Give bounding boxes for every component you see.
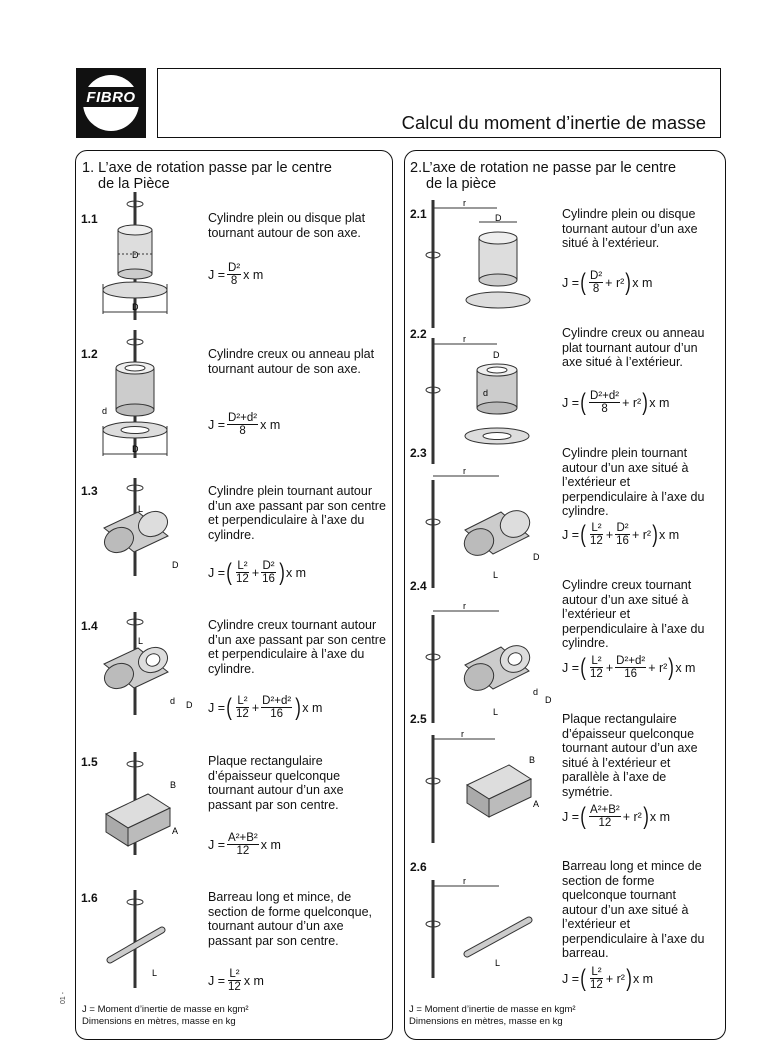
open-paren: (: [580, 653, 586, 681]
open-paren: (: [580, 802, 586, 830]
open-paren: (: [580, 520, 586, 548]
close-paren: ): [626, 964, 632, 992]
item-number: 1.2: [81, 347, 98, 361]
formula-suffix: x m: [632, 275, 653, 290]
formula-fraction: [589, 390, 620, 415]
fraction-numerator: D²: [262, 560, 275, 572]
fraction-denominator: 12: [590, 668, 603, 680]
dim-label-d: d: [170, 696, 176, 706]
open-paren: (: [226, 693, 232, 721]
item-description: Cylindre plein ou disque tournant autour d’un axe situé à l’extérieur.: [562, 207, 698, 250]
formula-fraction: [227, 262, 241, 287]
formula-suffix: x m: [243, 267, 264, 282]
dim-label-D: D: [172, 560, 179, 570]
rectangular-plate-figure: [100, 752, 200, 857]
formula-fraction: [235, 560, 250, 585]
header-box: [157, 68, 721, 138]
footnote-line2: Dimensions en mètres, masse en kg: [409, 1015, 563, 1027]
item-number: 1.5: [81, 755, 98, 769]
formula-suffix: x m: [649, 395, 670, 410]
fraction-denominator: 16: [616, 535, 629, 547]
page-title: Calcul du moment d’inertie de masse: [401, 112, 706, 133]
formula-fraction: [589, 655, 604, 680]
formula-fraction: [235, 695, 250, 720]
formula-fraction: [589, 522, 604, 547]
offset-thin-rod-figure: [425, 876, 545, 980]
item-formula: [562, 522, 679, 547]
solid-cylinder-perpendicular-figure: [98, 478, 188, 578]
formula-prefix: J =: [562, 275, 580, 290]
item-number: 2.3: [410, 446, 427, 460]
fraction-numerator: D²: [590, 270, 603, 282]
formula-operator: + r²: [622, 809, 642, 824]
fraction-numerator: L²: [591, 522, 602, 534]
fraction-denominator: 16: [624, 668, 638, 680]
footnote-line1: J = Moment d’inertie de masse en kgm²: [409, 1004, 576, 1015]
solid-cylinder-disc-figure: [100, 192, 180, 322]
formula-prefix: J =: [208, 973, 226, 988]
fraction-numerator: A²+B²: [590, 804, 620, 816]
fraction-numerator: L²: [237, 695, 248, 707]
item-formula: [562, 966, 653, 991]
dim-label-d: d: [533, 687, 539, 697]
close-paren: ): [668, 653, 675, 681]
fraction-numerator: L²: [229, 968, 240, 980]
formula-suffix: x m: [260, 837, 281, 852]
fraction-numerator: D²+d²: [228, 412, 258, 424]
hollow-cylinder-ring-figure: [100, 330, 180, 460]
formula-prefix: J =: [208, 565, 226, 580]
dim-label-D: D: [132, 302, 139, 312]
item-number: 1.6: [81, 891, 98, 905]
hollow-cylinder-perpendicular-figure: [98, 612, 198, 717]
fraction-denominator: 12: [236, 845, 250, 857]
formula-fraction: [615, 522, 630, 547]
fibro-logo: [76, 68, 146, 138]
formula-prefix: J =: [208, 267, 226, 282]
offset-hollow-cylinder-figure: [425, 334, 535, 466]
formula-operator: + r²: [631, 527, 652, 542]
dim-label-D: D: [495, 213, 502, 223]
dim-label-B: B: [529, 755, 536, 765]
fraction-numerator: D²+d²: [590, 390, 620, 402]
fraction-numerator: L²: [237, 560, 248, 572]
item-description: Cylindre creux ou anneau plat tournant autour de son axe.: [208, 347, 375, 376]
fraction-numerator: D²+d²: [262, 695, 292, 707]
dim-label-A: A: [172, 826, 179, 836]
dim-label-r: r: [463, 466, 466, 476]
item-description: Cylindre plein tournant autour d’un axe passant par son centre et perpendiculaire à l’axe du cylindre.: [208, 484, 386, 542]
formula-suffix: x m: [632, 971, 654, 986]
dim-label-r: r: [463, 198, 466, 208]
item-number: 1.1: [81, 212, 98, 226]
offset-solid-cylinder-figure: [425, 200, 535, 330]
formula-fraction: [261, 695, 292, 720]
thin-rod-figure: [100, 890, 190, 990]
fraction-denominator: 12: [228, 981, 241, 993]
formula-operator: + r²: [622, 395, 642, 410]
item-description: Barreau long et mince de section de forme quelconque tournant autour d’un axe situé à l’extérieur et perpendiculaire à l’axe du barreau.: [562, 859, 705, 960]
fraction-numerator: D²: [616, 522, 629, 534]
formula-fraction: [589, 804, 621, 829]
item-description: Plaque rectangulaire d’épaisseur quelconque tournant autour d’un axe situé à l’extérieur et parallèle à l’axe de symétrie.: [562, 712, 698, 799]
open-paren: (: [580, 268, 586, 296]
fraction-numerator: A²+B²: [228, 832, 258, 844]
dim-label-L: L: [138, 504, 144, 514]
formula-fraction: [615, 655, 646, 680]
dim-label-D: D: [533, 552, 540, 562]
item-formula: [208, 695, 322, 720]
close-paren: ): [279, 558, 285, 586]
item-number: 1.4: [81, 619, 98, 633]
item-description: Cylindre creux ou anneau plat tournant autour d’un axe situé à l’extérieur.: [562, 326, 705, 369]
right-heading-line2: de la pièce: [426, 176, 497, 192]
fraction-denominator: 12: [590, 535, 603, 547]
formula-suffix: x m: [243, 973, 264, 988]
formula-operator: +: [605, 527, 614, 542]
dim-label-B: B: [170, 780, 177, 790]
offset-hollow-cylinder-perpendicular-figure: [425, 601, 560, 725]
dim-label-d: d: [102, 406, 108, 416]
formula-suffix: x m: [260, 417, 281, 432]
formula-prefix: J =: [562, 527, 580, 542]
item-formula: [562, 804, 670, 829]
formula-prefix: J =: [562, 660, 580, 675]
dim-label-L: L: [152, 968, 158, 978]
dim-label-r: r: [463, 334, 466, 344]
close-paren: ): [295, 693, 302, 721]
item-number: 2.1: [410, 207, 427, 221]
fraction-denominator: 8: [601, 403, 608, 415]
formula-fraction: [227, 968, 242, 993]
formula-suffix: x m: [659, 527, 680, 542]
fraction-numerator: D²+d²: [616, 655, 646, 667]
open-paren: (: [580, 388, 586, 416]
dim-label-L: L: [493, 570, 499, 580]
fraction-denominator: 8: [592, 283, 600, 295]
formula-prefix: J =: [562, 395, 580, 410]
item-formula: [208, 412, 280, 437]
dim-label-A: A: [533, 799, 540, 809]
right-column-heading: [410, 160, 676, 192]
formula-fraction: [589, 966, 604, 991]
offset-solid-cylinder-perpendicular-figure: [425, 466, 550, 590]
open-paren: (: [580, 964, 586, 992]
fraction-denominator: 16: [262, 573, 275, 585]
formula-prefix: J =: [208, 700, 226, 715]
dim-label-D: D: [493, 350, 500, 360]
close-paren: ): [625, 268, 632, 296]
item-formula: [208, 262, 263, 287]
left-heading-line1: 1. L’axe de rotation passe par le centre: [82, 160, 332, 176]
formula-fraction: [261, 560, 276, 585]
dim-label-r: r: [461, 729, 464, 739]
fraction-denominator: 12: [598, 817, 612, 829]
fraction-denominator: 8: [239, 425, 246, 437]
formula-operator: +: [605, 660, 614, 675]
close-paren: ): [643, 802, 649, 830]
fraction-denominator: 12: [590, 979, 603, 991]
formula-operator: + r²: [605, 275, 625, 290]
formula-prefix: J =: [208, 417, 226, 432]
item-description: Cylindre creux tournant autour d’un axe passant par son centre et perpendiculaire à l’axe du cylindre.: [208, 618, 386, 676]
formula-suffix: x m: [285, 565, 307, 580]
item-description: Cylindre plein tournant autour d’un axe situé à l’extérieur et perpendiculaire à l’axe du cylindre.: [562, 446, 705, 518]
dim-label-L: L: [495, 958, 501, 968]
formula-prefix: J =: [562, 971, 580, 986]
item-number: 2.2: [410, 327, 427, 341]
formula-suffix: x m: [649, 809, 670, 824]
item-formula: [208, 560, 306, 585]
dim-label-r: r: [463, 876, 466, 886]
formula-operator: +: [251, 565, 260, 580]
logo-text: FIBRO: [86, 89, 136, 106]
item-formula: [562, 390, 669, 415]
footnote-line2: Dimensions en mètres, masse en kg: [82, 1015, 236, 1027]
dim-label-D: D: [186, 700, 193, 710]
formula-fraction: [589, 270, 603, 295]
item-description: Plaque rectangulaire d’épaisseur quelconque tournant autour d’un axe passant par son centre.: [208, 754, 344, 812]
dim-label-D: D: [132, 444, 139, 454]
item-formula: [208, 832, 281, 857]
footnote-line1: J = Moment d’inertie de masse en kgm²: [82, 1004, 249, 1015]
fraction-numerator: L²: [591, 655, 602, 667]
item-number: 2.5: [410, 712, 427, 726]
item-description: Cylindre creux tournant autour d’un axe situé à l’extérieur et perpendiculaire à l’axe du cylindre.: [562, 578, 705, 650]
dim-label-d: d: [483, 388, 489, 398]
left-column-heading: [82, 160, 332, 192]
formula-fraction: [227, 412, 258, 437]
item-formula: [562, 270, 652, 295]
dim-label-r: r: [463, 601, 466, 611]
fraction-denominator: 8: [230, 275, 238, 287]
formula-fraction: [227, 832, 259, 857]
item-formula: [208, 968, 264, 993]
left-heading-line2: de la Pièce: [98, 176, 170, 192]
formula-suffix: x m: [302, 700, 323, 715]
item-description: Cylindre plein ou disque plat tournant autour de son axe.: [208, 211, 366, 240]
fraction-denominator: 12: [236, 573, 249, 585]
fraction-denominator: 16: [270, 708, 284, 720]
close-paren: ): [642, 388, 649, 416]
formula-operator: + r²: [605, 971, 625, 986]
open-paren: (: [226, 558, 232, 586]
offset-rectangular-plate-figure: [425, 729, 555, 845]
item-description: Barreau long et mince, de section de forme quelconque, tournant autour d’un axe passant par son centre.: [208, 890, 372, 948]
dim-label-D: D: [545, 695, 552, 705]
fraction-numerator: D²: [228, 262, 241, 274]
formula-operator: +: [251, 700, 260, 715]
dim-label-D: D: [132, 250, 139, 260]
dim-label-L: L: [493, 707, 499, 717]
formula-operator: + r²: [648, 660, 668, 675]
item-formula: [562, 655, 695, 680]
close-paren: ): [652, 520, 658, 548]
formula-prefix: J =: [208, 837, 226, 852]
formula-suffix: x m: [675, 660, 696, 675]
item-number: 1.3: [81, 484, 98, 498]
right-heading-line1: 2.L’axe de rotation ne passe par le centre: [410, 160, 677, 176]
fraction-denominator: 12: [236, 708, 249, 720]
item-number: 2.4: [410, 579, 427, 593]
formula-prefix: J =: [562, 809, 580, 824]
dim-label-L: L: [138, 636, 144, 646]
fraction-numerator: L²: [591, 966, 602, 978]
item-number: 2.6: [410, 860, 427, 874]
side-margin-mark: 01 -: [60, 991, 67, 1004]
